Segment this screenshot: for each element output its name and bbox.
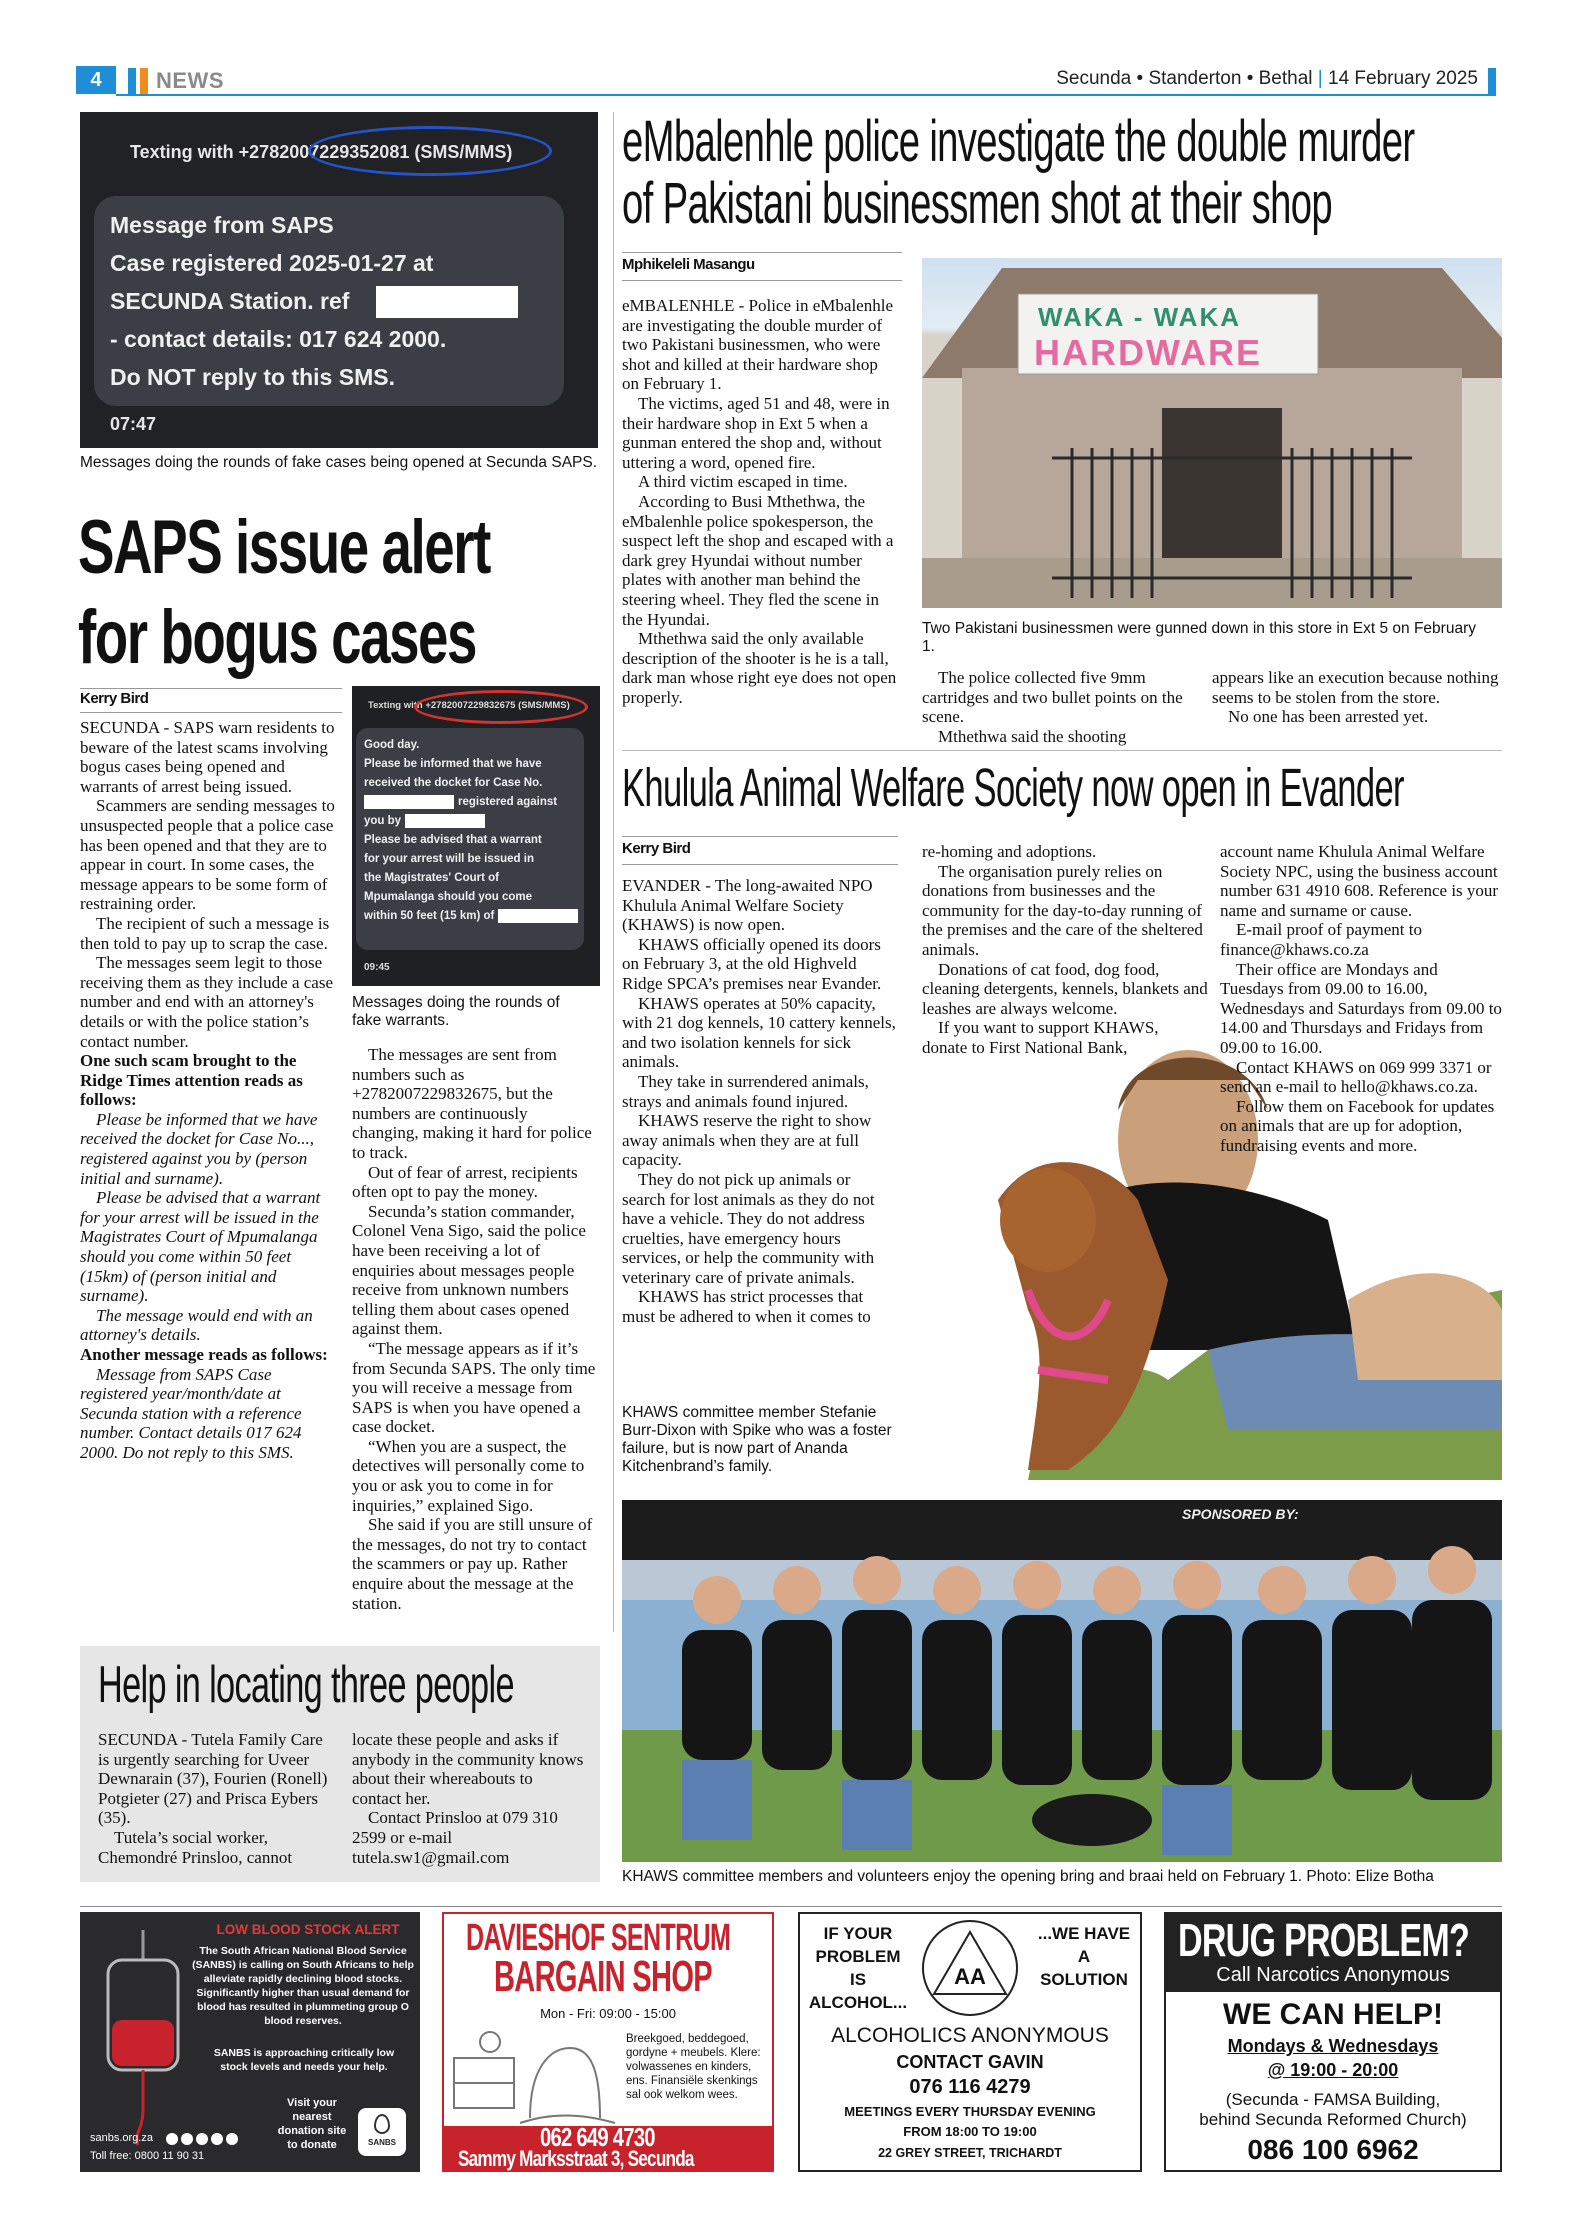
paragraph: KHAWS operates at 50% capacity, with 21 dog kennels, 10 cattery kennels, and two isolation kennels for sick animals. (622, 993, 896, 1072)
aa-phone: 076 116 4279 (909, 2076, 1031, 2098)
sms1-texting-with: Texting with +2782007229352081 (SMS/MMS) (130, 142, 513, 162)
saps-column-1 (80, 718, 336, 1463)
sms2-line-text: for your arrest will be issued in (364, 853, 534, 865)
help-box (80, 1646, 600, 1882)
sanbs-logo-text: SANBS (367, 2138, 396, 2147)
dateline-towns: Secunda • Standerton • Bethal (1056, 68, 1313, 89)
dateline-date: 14 February 2025 (1328, 68, 1478, 89)
aa-meetings: MEETINGS EVERY THURSDAY EVENING (844, 2104, 1096, 2119)
sms1-line-5: Do NOT reply to this SMS. (110, 364, 395, 390)
sms2-line (364, 869, 578, 888)
sms2-line-text: Mpumalanga should you come (364, 891, 533, 903)
facebook-icon[interactable] (181, 2133, 193, 2145)
khaws-rule-2 (622, 864, 898, 865)
paragraph: Out of fear of arrest, recipients often opt to pay the money. (352, 1162, 578, 1202)
blood-ad-title: LOW BLOOD STOCK ALERT (216, 1922, 400, 1937)
sms2-line (364, 774, 578, 793)
paragraph: Their office are Mondays and Tuesdays from 09.00 to 16.00, Wednesdays and Saturdays from 09.00 to 14.00 and Thursdays and Fridays from 09.00 to 16.00. (1220, 959, 1502, 1057)
paragraph: KHAWS officially opened its doors on February 3, at the old Highveld Ridge SPCA’s premises near Evander. (622, 934, 882, 993)
bargain-shop-ad (442, 1912, 774, 2172)
linkedin-icon[interactable] (226, 2133, 238, 2145)
page-number-box (76, 66, 116, 94)
paragraph: The organisation purely relies on donations from businesses and the community for the day-to-day running of the premises and the care of the sheltered animals. (922, 861, 1203, 959)
sms2-line (364, 755, 578, 774)
sanbs-logo (358, 2108, 406, 2156)
sms-screenshot-2 (352, 686, 600, 986)
sms2-line-text: the Magistrates' Court of (364, 872, 499, 884)
dateline (1056, 68, 1478, 90)
na-days: Mondays & Wednesdays (1227, 2036, 1439, 2056)
sms2-line-text: within 50 feet (15 km) of (364, 910, 495, 922)
paragraph: KHAWS reserve the right to show away animals when they are at full capacity. (622, 1111, 872, 1170)
paragraph: Mthethwa said the only available description of the shooter is he is a tall, dark man whose right eye does not open properly. (622, 629, 897, 707)
na-title: DRUG PROBLEM? (1178, 1914, 1470, 1966)
hardware-shop-caption: Two Pakistani businessmen were gunned down in this store in Ext 5 on February 1. (922, 620, 1476, 655)
paragraph: locate these people and asks if anybody in the community knows about their whereabouts to contact her. (352, 1730, 584, 1808)
ads-rule (80, 1906, 1502, 1907)
youtube-icon[interactable] (211, 2133, 223, 2145)
bargain-desc: Breekgoed, beddegoed, gordyne + meubels. Klere: volwassenes en kinders, ens. Finansiële skenkings sal ook welkom wees. (626, 2033, 761, 2101)
help-column-2 (352, 1730, 586, 1867)
blood-ad-tollfree: Toll free: 0800 11 90 31 (90, 2150, 205, 2162)
paragraph: The messages are sent from numbers such as +2782007229832675, but the numbers are continuously changing, making it hard for police to track. (352, 1045, 592, 1162)
sms2-line-text: received the docket for Case No. (364, 777, 543, 789)
sms2-line (364, 888, 578, 907)
sms1-caption: Messages doing the rounds of fake cases being opened at Secunda SAPS. (80, 454, 598, 471)
blood-bag-icon (98, 1930, 188, 2150)
murder-rule-2 (622, 280, 902, 281)
khaws-headline: Khulula Animal Welfare Society now open in Evander (622, 758, 1404, 818)
sms-screenshot-1 (80, 112, 598, 448)
na-time: @ 19:00 - 20:00 (1267, 2060, 1399, 2080)
murder-headline-2: of Pakistani businessmen shot at their shop (622, 171, 1332, 236)
paragraph: The recipient of such a message is then told to pay up to scrap the case. (80, 913, 330, 953)
khaws-byline: Kerry Bird (622, 840, 691, 857)
paragraph: Message from SAPS Case registered year/month/date at Secunda station with a reference number. Contact details 017 624 2000. Do not reply to this SMS. (80, 1364, 302, 1462)
sms1-time: 07:47 (110, 414, 157, 434)
paragraph: Please be informed that we have received the docket for Case No..., registered against you by (person initial and surname). (80, 1109, 318, 1188)
paragraph: Donations of cat food, dog food, cleaning detergents, kennels, blankets and leashes are always welcome. (922, 959, 1208, 1018)
tiktok-icon[interactable] (166, 2133, 178, 2145)
group-photo (622, 1500, 1502, 1862)
group-photo-banner: SPONSORED BY: (1182, 1506, 1299, 1522)
paragraph: Scammers are sending messages to unsuspected people that a police case has been opened and that they are to appear in court. In some cases, the message appears to be some form of restraining order. (80, 796, 335, 914)
sms1-redaction (376, 286, 518, 318)
aa-left-text: IF YOUR PROBLEM IS ALCOHOL... (808, 1924, 908, 2012)
sms2-line (364, 907, 578, 926)
shop-sign-line-1: WAKA - WAKA (1038, 302, 1242, 332)
section-marker-orange (140, 68, 148, 94)
hardware-shop-photo (922, 258, 1502, 608)
paragraph: eMBALENHLE - Police in eMbalenhle are investigating the double murder of two Pakistani businessmen, who were shot and killed at their hardware shop on February 1. (622, 296, 893, 394)
sms2-redaction (498, 909, 578, 923)
paragraph: The messages seem legit to those receiving them as they include a case number and end with an attorney's details or with the police station’s contact number. (80, 953, 333, 1051)
paragraph: “The message appears as if it’s from Secunda SAPS. The only time you will receive a message from SAPS is when you have opened a case docket. (352, 1338, 596, 1437)
saps-headline-1: SAPS issue alert (78, 505, 490, 590)
sms2-caption: Messages doing the rounds of fake warrants. (352, 994, 560, 1029)
sms2-line (364, 793, 578, 812)
sms1-highlight-ellipse (308, 126, 552, 176)
na-phone: 086 100 6962 (1247, 2134, 1419, 2165)
social-icons (166, 2132, 238, 2150)
paragraph: appears like an execution because nothing seems to be stolen from the store. (1212, 668, 1499, 707)
column-divider (613, 112, 614, 1632)
paragraph: E-mail proof of payment to finance@khaws.co.za (1220, 920, 1423, 959)
paragraph: According to Busi Mthethwa, the eMbalenhle police spokesperson, the suspect left the shop and escaped with a dark grey Hyundai without number plates with another man behind the steering wheel. They fled the scene in the Hyundai. (622, 491, 894, 629)
paragraph: Mthethwa said the shooting (938, 726, 1127, 746)
sms2-line (364, 850, 578, 869)
sms2-line-text: Please be informed that we have (364, 758, 542, 770)
na-help: WE CAN HELP! (1223, 1998, 1443, 2031)
header-rule (116, 94, 1496, 96)
aa-meeting-time: FROM 18:00 TO 19:00 (903, 2124, 1037, 2139)
blood-ad-body-2: SANBS is approaching critically low stock levels and needs your help. (213, 2047, 395, 2073)
paragraph: They do not pick up animals or search for lost animals as they do not have a vehicle. They do not address cruelties, have emergency hours services, or help the community with veterinary care of private animals. (622, 1169, 875, 1287)
saps-byline: Kerry Bird (80, 690, 149, 707)
sms2-line-text: registered against (458, 796, 558, 808)
section-marker-blue (128, 68, 136, 94)
paragraph: Tutela’s social worker, Chemondré Prinsloo, cannot (98, 1827, 293, 1867)
page-header (76, 66, 1496, 96)
paragraph: The police collected five 9mm cartridges and two bullet points on the scene. (922, 668, 1183, 727)
section-rule-khaws (622, 750, 1502, 751)
paragraph: Contact KHAWS on 069 999 3371 or send an e-mail to hello@khaws.co.za. (1220, 1057, 1492, 1097)
murder-column-2 (922, 668, 1192, 746)
aa-name: ALCOHOLICS ANONYMOUS (831, 2024, 1109, 2047)
help-headline: Help in locating three people (98, 1656, 514, 1714)
khaws-column-2 (922, 842, 1208, 1058)
khaws-rule (622, 836, 898, 837)
page-number: 4 (90, 69, 102, 91)
sms2-line-text: you by (364, 815, 402, 827)
bargain-hours: Mon - Fri: 09:00 - 15:00 (540, 2006, 676, 2021)
sms2-texting-with: Texting with +2782007229832675 (SMS/MMS) (368, 700, 570, 711)
header-end-marker (1488, 68, 1496, 94)
sms1-line-4: - contact details: 017 624 2000. (110, 326, 447, 352)
aa-logo-text: AA (954, 1964, 986, 1989)
sms2-line (364, 831, 578, 850)
narcotics-anonymous-ad (1164, 1912, 1502, 2172)
paragraph: One such scam brought to the Ridge Times attention reads as follows: (80, 1051, 303, 1110)
paragraph: SECUNDA - SAPS warn residents to beware of the latest scams involving bogus cases being opened and warrants of arrest being issued. (80, 718, 335, 796)
woman-with-dog-caption: KHAWS committee member Stefanie Burr-Dixon with Spike who was a foster failure, but is now part of Ananda Kitchenbrand’s family. (622, 1404, 892, 1475)
khaws-column-3 (1220, 842, 1502, 1156)
furniture-illustration (450, 2028, 620, 2128)
sms2-messages (364, 736, 578, 926)
dateline-separator: | (1317, 68, 1328, 89)
sms2-line (364, 736, 578, 755)
na-location-2: behind Secunda Reformed Church) (1199, 2110, 1467, 2129)
paragraph: A third victim escaped in time. (638, 472, 848, 492)
paragraph: She said if you are still unsure of the messages, do not try to contact the scammers or pay up. Rather enquire about the message at the station. (352, 1515, 593, 1613)
saps-rule-2 (80, 712, 342, 713)
sms1-line-2: Case registered 2025-01-27 at (110, 250, 434, 276)
aa-contact: CONTACT GAVIN (896, 2052, 1044, 2072)
paragraph: EVANDER - The long-awaited NPO Khulula Animal Welfare Society (KHAWS) is now open. (622, 876, 873, 935)
saps-column-2 (352, 1045, 596, 1613)
paragraph: The message would end with an attorney's details. (80, 1305, 313, 1345)
murder-column-1 (622, 296, 898, 707)
bargain-address: Sammy Marksstraat 3, Secunda (458, 2146, 694, 2171)
paragraph: account name Khulula Animal Welfare Society NPC, using the business account number 631 4910 608. Reference is your name and surname or cause. (1220, 842, 1499, 920)
saps-headline-2: for bogus cases (78, 595, 477, 680)
murder-headline-1: eMbalenhle police investigate the double murder (622, 109, 1415, 174)
paragraph: Please be advised that a warrant for your arrest will be issued in the Magistrates Court of Mpumalanga should you come within 50 feet (15km) of (person initial and surname). (80, 1188, 321, 1306)
na-subtitle: Call Narcotics Anonymous (1216, 1964, 1450, 1986)
sms2-line-text: Good day. (364, 739, 420, 751)
na-location-1: (Secunda - FAMSA Building, (1225, 2090, 1441, 2109)
shop-sign-line-2: HARDWARE (1034, 332, 1262, 373)
bargain-phone: 062 649 4730 (540, 2122, 655, 2152)
sms1-line-3: SECUNDA Station. ref (110, 288, 350, 314)
paragraph: “When you are a suspect, the detectives will personally come to you or ask you to come in for inquiries,” explained Sigo. (352, 1436, 585, 1515)
group-photo-caption: KHAWS committee members and volunteers enjoy the opening bring and braai held on February 1. Photo: Elize Botha (622, 1868, 1434, 1885)
paragraph: Secunda’s station commander, Colonel Vena Sigo, said the police have been receiving a lot of enquiries about messages people receive from unknown numbers telling them about cases opened against them. (352, 1201, 586, 1339)
blood-ad-visit: Visit your nearest donation site to donate (277, 2097, 347, 2151)
sms2-line (364, 812, 578, 831)
blood-stock-ad (80, 1912, 420, 2172)
instagram-icon[interactable] (196, 2133, 208, 2145)
murder-column-3 (1212, 668, 1502, 727)
bargain-title-1: DAVIESHOF SENTRUM (466, 1917, 731, 1959)
paragraph: re-homing and adoptions. (922, 842, 1097, 861)
sms2-time: 09:45 (364, 962, 390, 973)
murder-rule (622, 252, 902, 253)
paragraph: SECUNDA - Tutela Family Care is urgently searching for Uveer Dewnarain (37), Fourien (Ronell) Potgieter (27) and Prisca Eybers (35). (98, 1730, 328, 1828)
paragraph: Contact Prinsloo at 079 310 2599 or e-mail tutela.sw1@gmail.com (352, 1808, 558, 1867)
paragraph: The victims, aged 51 and 48, were in their hardware shop in Ext 5 when a gunman entered the shop and, without uttering a word, opened fire. (622, 393, 890, 472)
paragraph: No one has been arrested yet. (1228, 707, 1429, 727)
aa-logo (922, 1920, 1018, 2016)
sms1-line-1: Message from SAPS (110, 212, 334, 238)
blood-ad-body: The South African National Blood Service (SANBS) is calling on South Africans to help alleviate rapidly declining blood stocks. Significantly higher than usual demand for blood has resulted in plummeting group O blood reserves. (192, 1945, 414, 2027)
sms2-redaction (364, 795, 454, 809)
paragraph: They take in surrendered animals, strays and animals found injured. (622, 1071, 869, 1111)
paragraph: KHAWS has strict processes that must be adhered to when it comes to (622, 1287, 871, 1327)
bargain-title-2: BARGAIN SHOP (494, 1952, 712, 2001)
section-label: NEWS (156, 68, 224, 93)
sms2-highlight-ellipse (414, 690, 588, 724)
paragraph: Another message reads as follows: (80, 1345, 328, 1364)
aa-address: 22 GREY STREET, TRICHARDT (878, 2146, 1062, 2160)
group-photo-illustration (622, 1500, 1502, 1862)
khaws-column-1 (622, 876, 898, 1327)
paragraph: If you want to support KHAWS, donate to First National Bank, (922, 1018, 1159, 1057)
blood-ad-web: sanbs.org.za (90, 2132, 153, 2144)
aa-right-text: ...WE HAVE A SOLUTION (1037, 1924, 1131, 1989)
sms2-line-text: Please be advised that a warrant (364, 834, 542, 846)
help-column-1 (98, 1730, 332, 1867)
alcoholics-anonymous-ad (798, 1912, 1142, 2172)
murder-byline: Mphikeleli Masangu (622, 256, 755, 273)
blood-drop-icon (374, 2114, 390, 2134)
paragraph: Follow them on Facebook for updates on animals that are up for adoption, fundraising events and more. (1220, 1096, 1495, 1155)
saps-rule (80, 688, 342, 689)
sms2-redaction (405, 814, 485, 828)
